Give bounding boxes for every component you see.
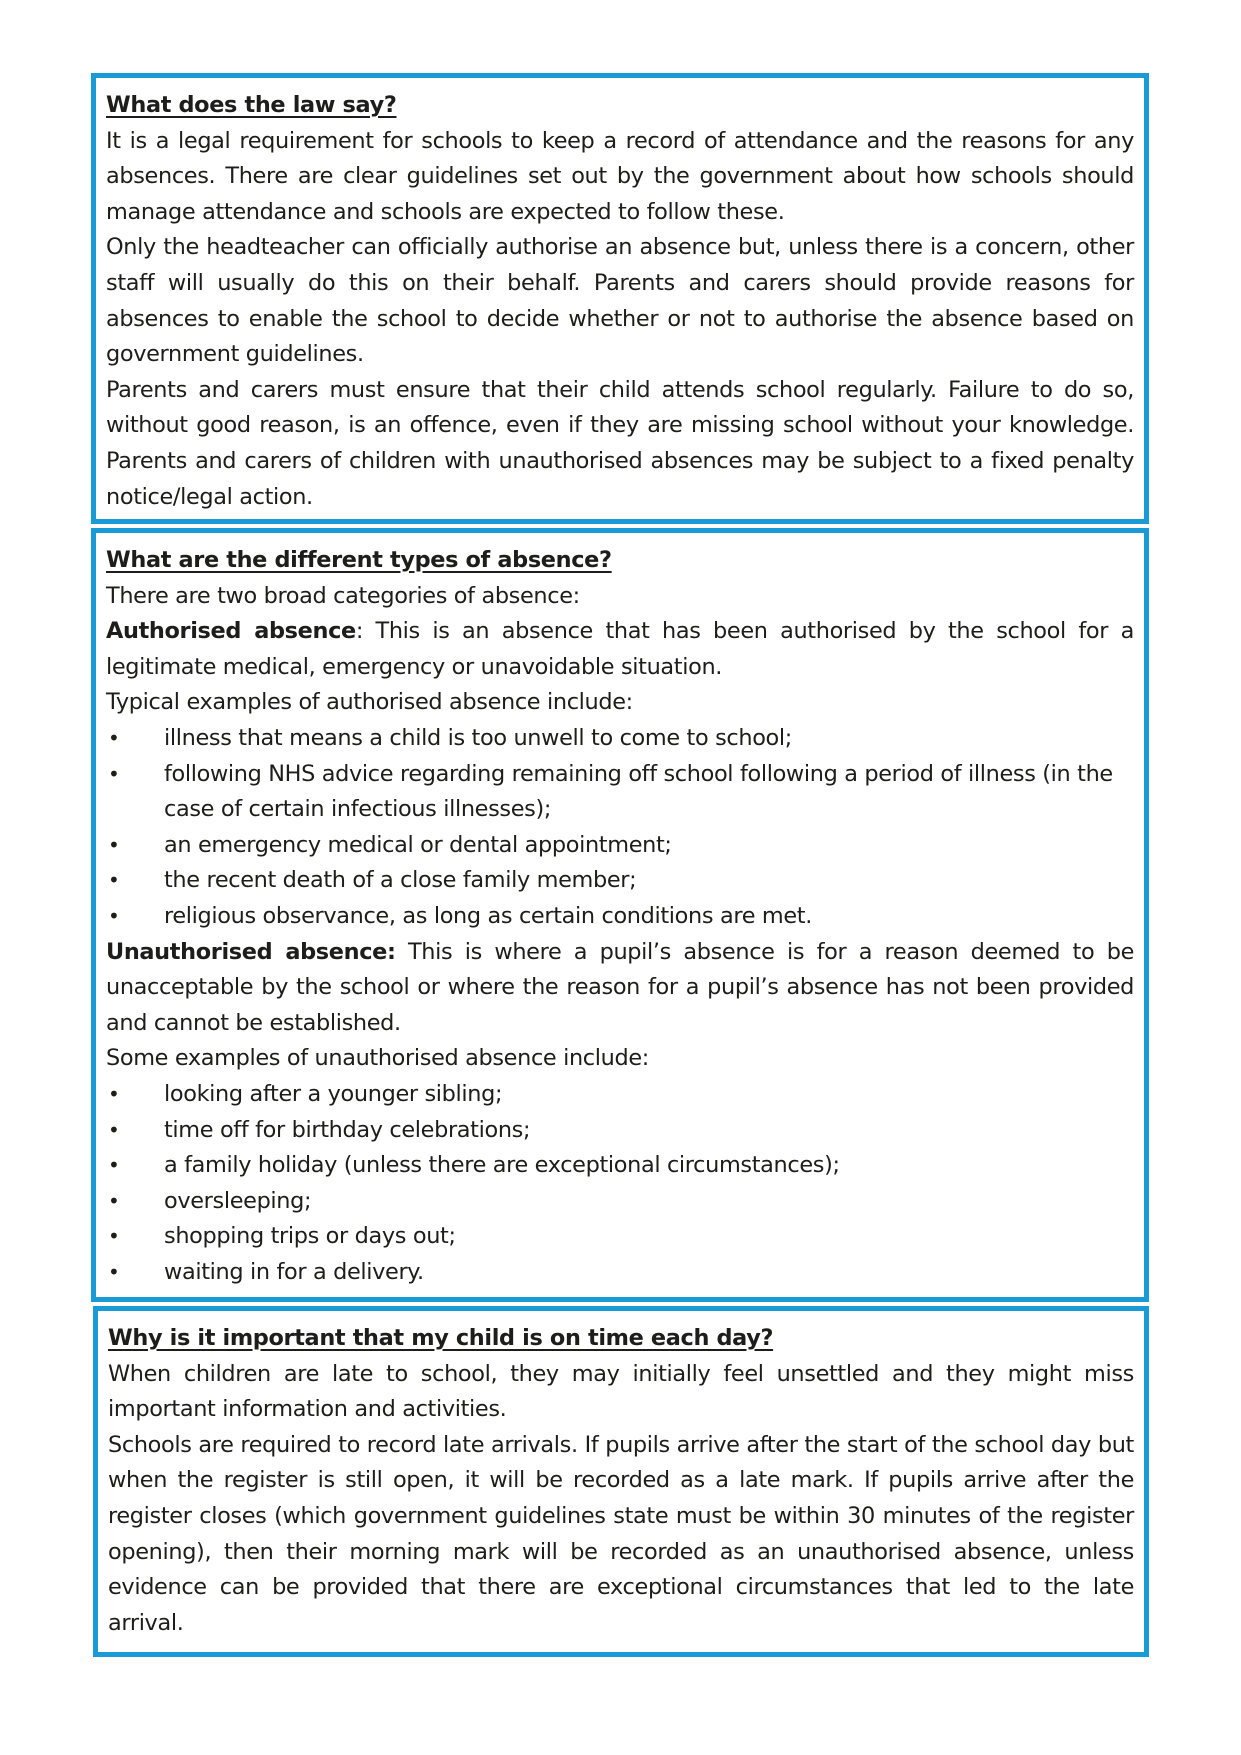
list-item-text: waiting in for a delivery.	[164, 1258, 424, 1285]
punctuality-section	[93, 1306, 1149, 1657]
list-item	[106, 721, 1134, 757]
bullet-icon: •	[108, 1117, 120, 1142]
paragraph: Schools are required to record late arrivals. If pupils arrive after the start of the school day but when the register is still open, it will be recorded as a late mark. If pupils arrive after the register closes (which government guidelines state must be within 30 minutes of the register opening), then their morning mark will be recorded as an unauthorised absence, unless evidence can be provided that there are exceptional circumstances that led to the late arrival.	[108, 1431, 1134, 1636]
bullet-icon: •	[108, 1081, 120, 1106]
list-item-text: time off for birthday celebrations;	[164, 1116, 531, 1143]
bullet-icon: •	[108, 761, 120, 786]
unauthorised-definition-text: This is where a pupil’s absence is for a reason deemed to be unacceptable by the school or where the reason for a pupil’s absence has not been provided and cannot be established.	[106, 938, 1134, 1036]
bullet-icon: •	[108, 1188, 120, 1213]
authorised-definition-text: : This is an absence that has been authorised by the school for a legitimate medical, emergency or unavoidable situation.	[106, 618, 1134, 680]
unauthorised-examples-list	[106, 1077, 1134, 1291]
list-item-text: oversleeping;	[164, 1187, 312, 1214]
intro-text: There are two broad categories of absence:	[106, 582, 580, 609]
authorised-definition	[106, 614, 1134, 685]
paragraph: It is a legal requirement for schools to keep a record of attendance and the reasons for any absences. There are clear guidelines set out by the government about how schools should manage attendance and schools are expected to follow these.	[106, 127, 1134, 225]
unauthorised-term: Unauthorised absence:	[106, 938, 396, 965]
list-item-text: a family holiday (unless there are exceptional circumstances);	[164, 1152, 840, 1179]
list-item	[106, 863, 1134, 899]
bullet-icon: •	[108, 725, 120, 750]
list-item	[106, 757, 1134, 828]
authorised-examples-list	[106, 721, 1134, 935]
list-item	[106, 1219, 1134, 1255]
unauthorised-definition	[106, 935, 1134, 1042]
section-heading: Why is it important that my child is on time each day?	[108, 1325, 774, 1351]
absence-types-section	[91, 528, 1149, 1302]
bullet-icon: •	[108, 868, 120, 893]
paragraph: Parents and carers must ensure that their child attends school regularly. Failure to do so, without good reason, is an offence, even if they are missing school without your knowledge. Parents and carers of children with unauthorised absences may be subject to a fixed penalty notice/legal action.	[106, 376, 1134, 510]
list-item-text: following NHS advice regarding remaining off school following a period of illness (in the case of certain infectious illnesses);	[164, 760, 1113, 823]
list-item-text: an emergency medical or dental appointment;	[164, 831, 672, 858]
section-heading: What does the law say?	[106, 92, 397, 118]
bullet-icon: •	[108, 1224, 120, 1249]
list-item	[106, 1184, 1134, 1220]
bullet-icon: •	[108, 1153, 120, 1178]
list-item	[106, 1077, 1134, 1113]
bullet-icon: •	[108, 903, 120, 928]
examples-intro: Some examples of unauthorised absence include:	[106, 1045, 649, 1072]
list-item-text: the recent death of a close family member;	[164, 867, 637, 894]
list-item	[106, 1113, 1134, 1149]
list-item	[106, 1148, 1134, 1184]
list-item-text: looking after a younger sibling;	[164, 1080, 503, 1107]
bullet-icon: •	[108, 1259, 120, 1284]
bullet-icon: •	[108, 832, 120, 857]
section-heading: What are the different types of absence?	[106, 547, 612, 573]
law-section	[91, 73, 1149, 524]
paragraph: When children are late to school, they may initially feel unsettled and they might miss important information and activities.	[108, 1360, 1134, 1423]
list-item	[106, 899, 1134, 935]
list-item	[106, 1255, 1134, 1291]
list-item-text: shopping trips or days out;	[164, 1223, 456, 1250]
paragraph: Only the headteacher can officially authorise an absence but, unless there is a concern, other staff will usually do this on their behalf. Parents and carers should provide reasons for absences to enable the school to decide whether or not to authorise the absence based on government guidelines.	[106, 234, 1134, 368]
list-item-text: religious observance, as long as certain conditions are met.	[164, 902, 812, 929]
list-item-text: illness that means a child is too unwell to come to school;	[164, 724, 792, 751]
examples-intro: Typical examples of authorised absence include:	[106, 689, 633, 716]
list-item	[106, 828, 1134, 864]
authorised-term: Authorised absence	[106, 618, 356, 645]
